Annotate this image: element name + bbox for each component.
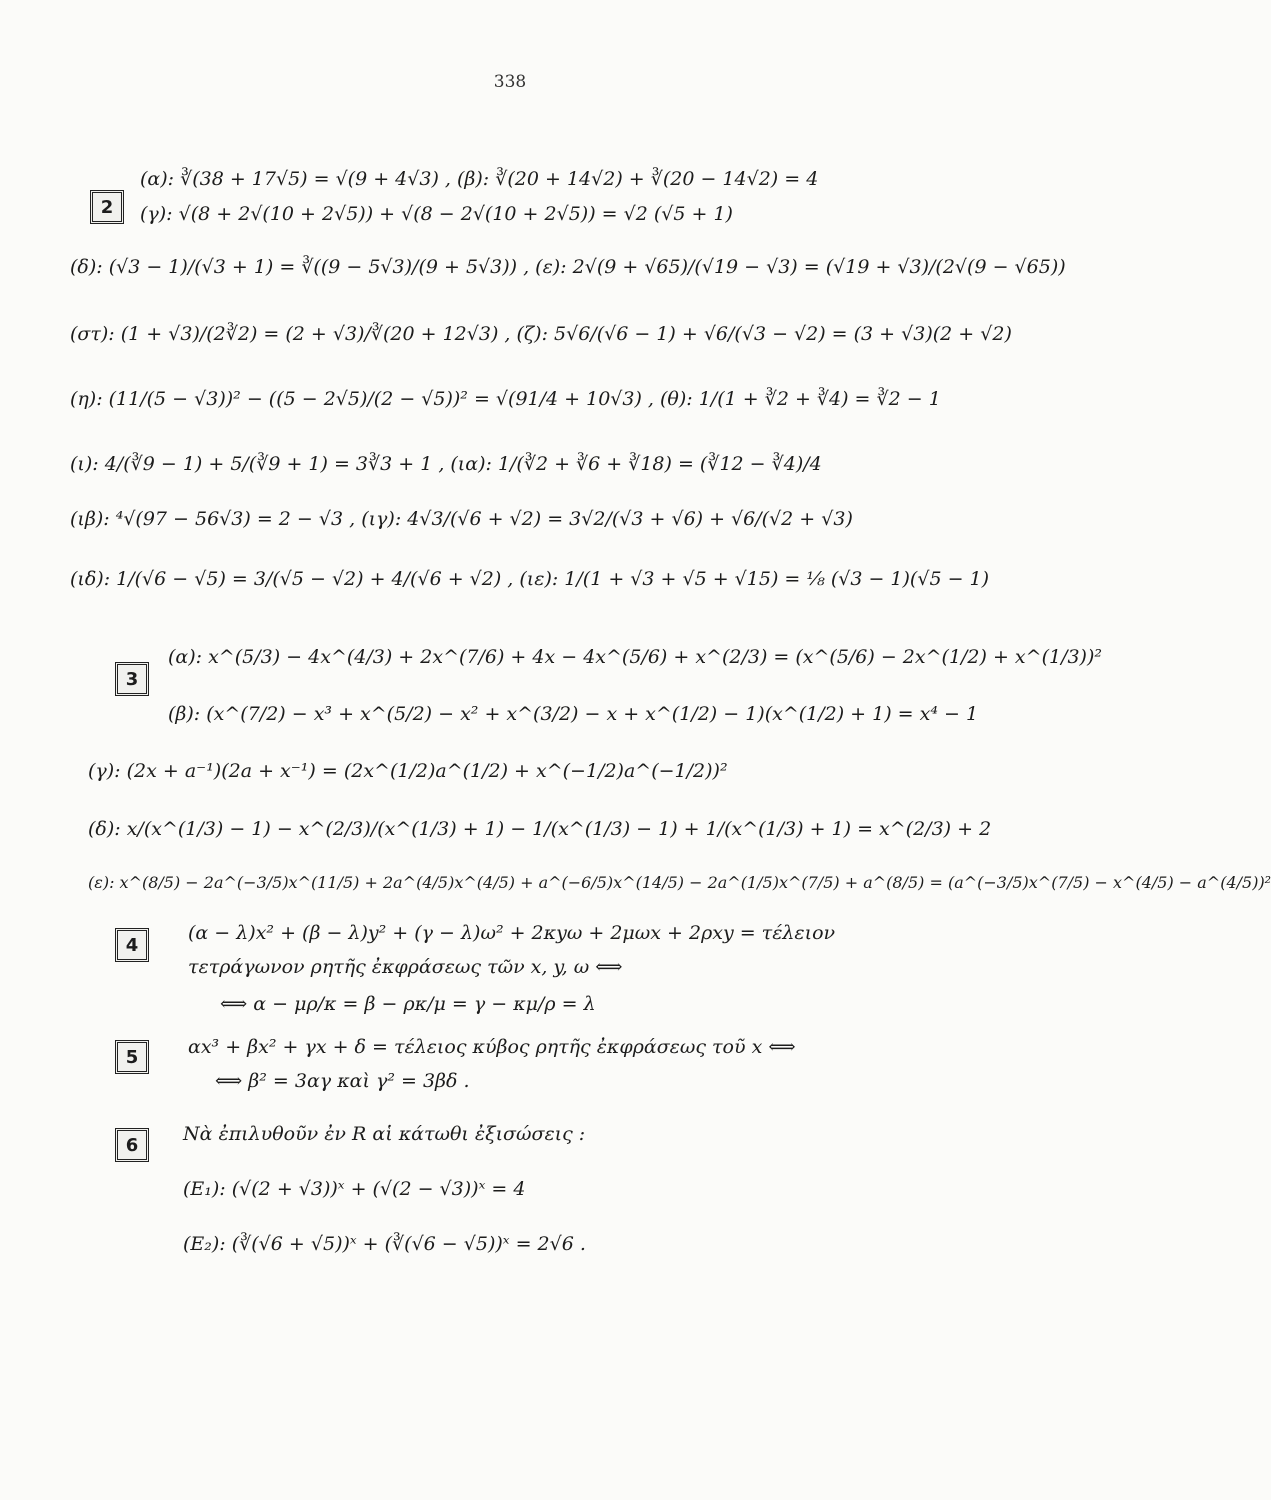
exercise-2-line-1: (α): ∛(38 + 17√5) = √(9 + 4√3) , (β): ∛(20 + 14√2) + ∛(20 − 14√2) = 4 [140, 168, 819, 190]
exercise-number-box: 2 [90, 190, 124, 224]
exercise-number-box: 4 [115, 928, 149, 962]
exercise-4-line-2: τετράγωνον ρητῆς ἐκφράσεως τῶν x, y, ω ⟺ [188, 956, 623, 978]
exercise-3-line-4: (δ): x/(x^(1/3) − 1) − x^(2/3)/(x^(1/3) + 1) − 1/(x^(1/3) − 1) + 1/(x^(1/3) + 1) = x^(2/3) + 2 [88, 818, 992, 840]
exercise-5-line-2: ⟺ β² = 3αγ καὶ γ² = 3βδ . [215, 1070, 470, 1092]
page-number: 338 [493, 72, 527, 92]
exercise-2-line-6: (ι): 4/(∛9 − 1) + 5/(∛9 + 1) = 3∛3 + 1 , (ια): 1/(∛2 + ∛6 + ∛18) = (∛12 − ∛4)/4 [70, 453, 822, 475]
exercise-3-line-3: (γ): (2x + a⁻¹)(2a + x⁻¹) = (2x^(1/2)a^(1/2) + x^(−1/2)a^(−1/2))² [88, 760, 728, 782]
exercise-4-line-3: ⟺ α − μρ/κ = β − ρκ/μ = γ − κμ/ρ = λ [220, 993, 596, 1015]
exercise-5-line-1: αx³ + βx² + γx + δ = τέλειος κύβος ρητῆς ἐκφράσεως τοῦ x ⟺ [188, 1036, 796, 1058]
exercise-2-line-2: (γ): √(8 + 2√(10 + 2√5)) + √(8 − 2√(10 + 2√5)) = √2 (√5 + 1) [140, 203, 733, 225]
exercise-2-line-7: (ιβ): ⁴√(97 − 56√3) = 2 − √3 , (ιγ): 4√3/(√6 + √2) = 3√2/(√3 + √6) + √6/(√2 + √3) [70, 508, 853, 530]
exercise-3-line-2: (β): (x^(7/2) − x³ + x^(5/2) − x² + x^(3/2) − x + x^(1/2) − 1)(x^(1/2) + 1) = x⁴ − 1 [168, 703, 979, 725]
exercise-number-box: 5 [115, 1040, 149, 1074]
exercise-6-line-3: (E₂): (∛(√6 + √5))ˣ + (∛(√6 − √5))ˣ = 2√6 . [183, 1233, 586, 1255]
exercise-number-box: 3 [115, 662, 149, 696]
exercise-3-line-5: (ε): x^(8/5) − 2a^(−3/5)x^(11/5) + 2a^(4/5)x^(4/5) + a^(−6/5)x^(14/5) − 2a^(1/5)x^(7/5) + a^(8/5) = (a^(−3/5)x^(7/5) − x^(4/5) − a^(4/5))² [88, 873, 1271, 892]
exercise-6-line-1: Νὰ ἐπιλυθοῦν ἐν R αἱ κάτωθι ἐξισώσεις : [183, 1123, 586, 1145]
exercise-2-line-5: (η): (11/(5 − √3))² − ((5 − 2√5)/(2 − √5))² = √(91/4 + 10√3) , (θ): 1/(1 + ∛2 + ∛4) = ∛2 − 1 [70, 388, 941, 410]
exercise-number-box: 6 [115, 1128, 149, 1162]
exercise-6-line-2: (E₁): (√(2 + √3))ˣ + (√(2 − √3))ˣ = 4 [183, 1178, 526, 1200]
exercise-3-line-1: (α): x^(5/3) − 4x^(4/3) + 2x^(7/6) + 4x − 4x^(5/6) + x^(2/3) = (x^(5/6) − 2x^(1/2) + x^(1/3))² [168, 646, 1102, 668]
exercise-4-line-1: (α − λ)x² + (β − λ)y² + (γ − λ)ω² + 2κyω + 2μωx + 2ρxy = τέλειον [188, 922, 836, 944]
exercise-2-line-3: (δ): (√3 − 1)/(√3 + 1) = ∛((9 − 5√3)/(9 + 5√3)) , (ε): 2√(9 + √65)/(√19 − √3) = (√19 + √3)/(2√(9 − √65)) [70, 256, 1066, 278]
exercise-2-line-4: (στ): (1 + √3)/(2∛2) = (2 + √3)/∛(20 + 12√3) , (ζ): 5√6/(√6 − 1) + √6/(√3 − √2) = (3 + √3)(2 + √2) [70, 323, 1012, 345]
exercise-2-line-8: (ιδ): 1/(√6 − √5) = 3/(√5 − √2) + 4/(√6 + √2) , (ιε): 1/(1 + √3 + √5 + √15) = ⅛ (√3 − 1)(√5 − 1) [70, 568, 990, 590]
